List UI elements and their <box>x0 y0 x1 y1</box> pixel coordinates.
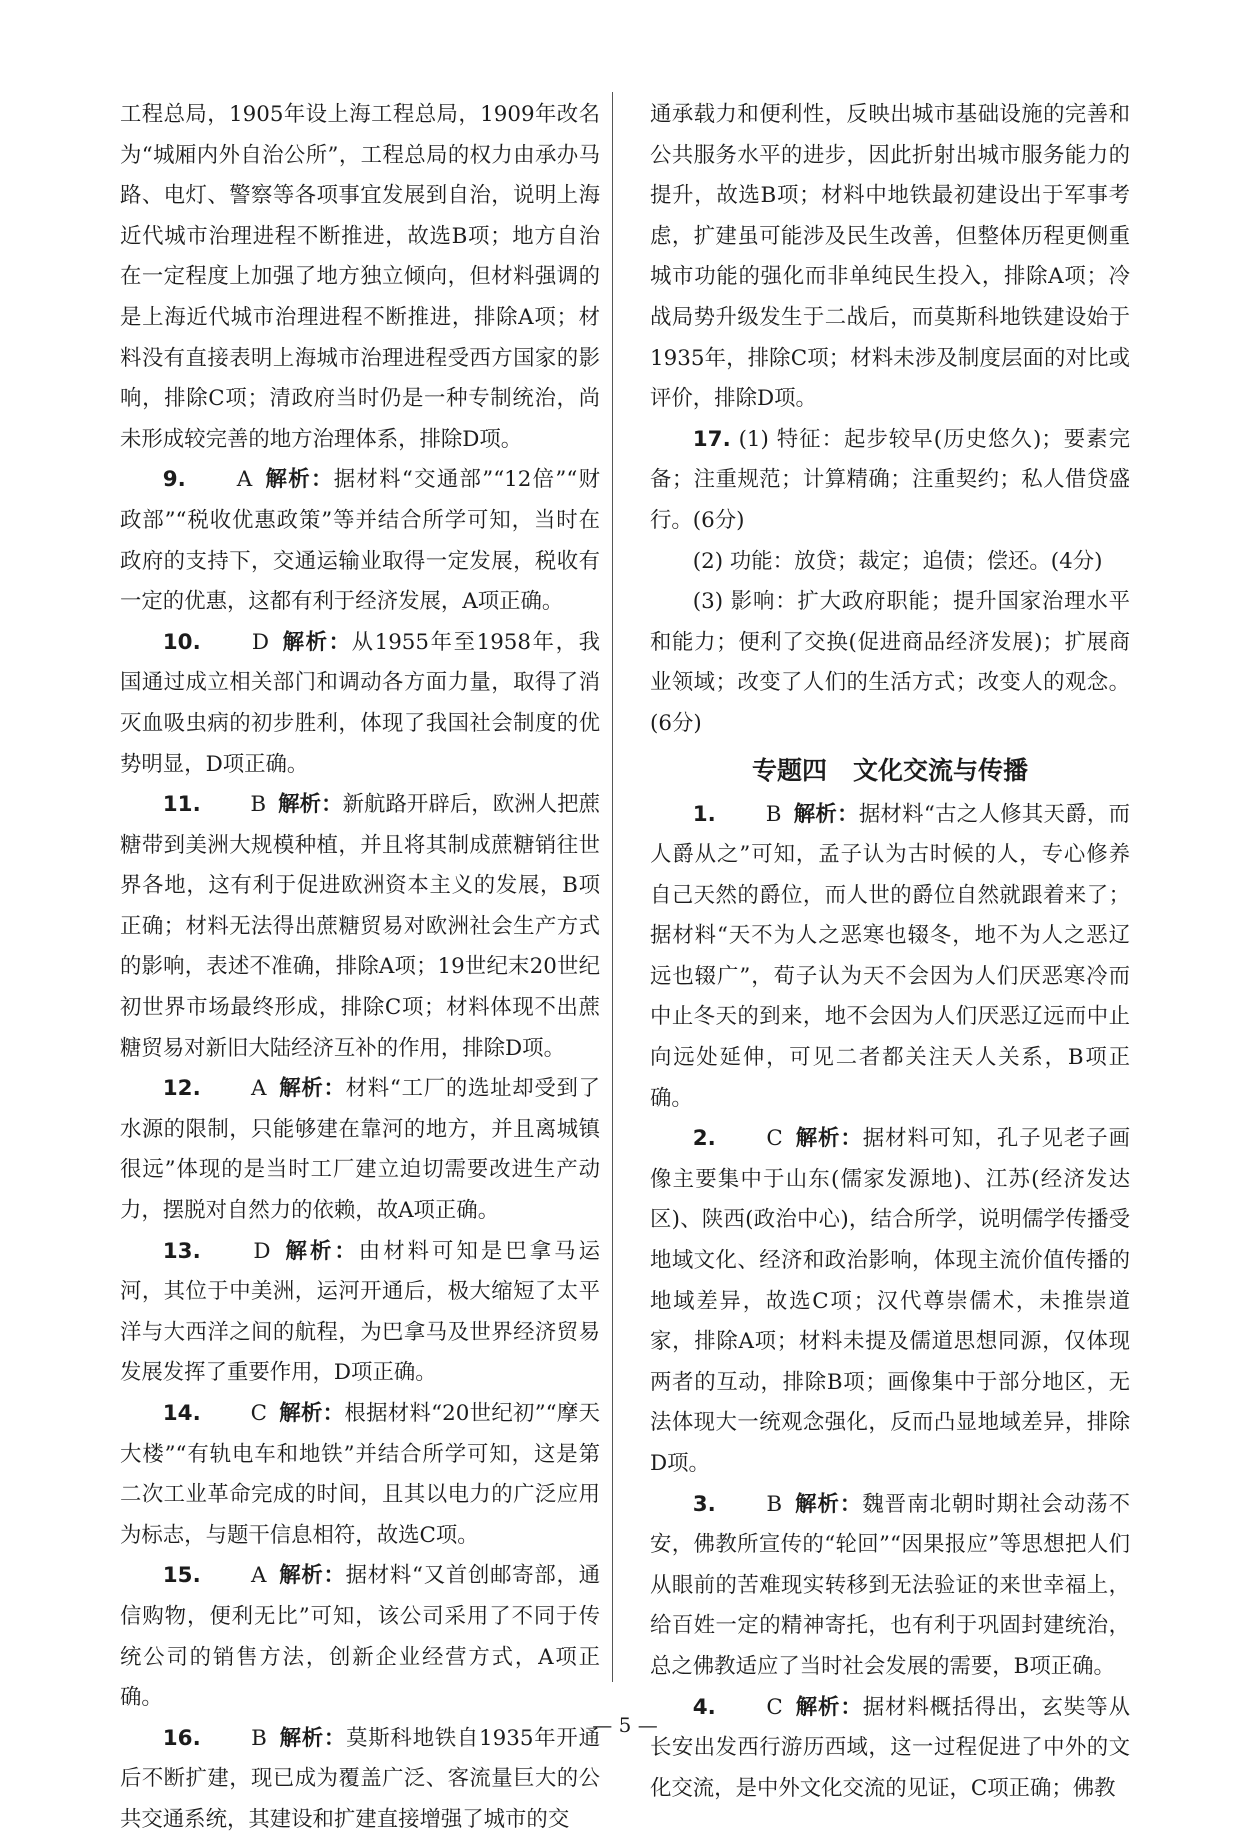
analysis-label: 解析： <box>281 629 352 655</box>
explanation-text: 据材料“又首创邮寄部，通信购物，便利无比”可知，该公司采用了不同于传统公司的销售方法，创新企业经营方式，A项正确。 <box>120 1563 600 1711</box>
explanation-text: 由材料可知是巴拿马运河，其位于中美洲，运河开通后，极大缩短了太平洋与大西洋之间的航程，为巴拿马及世界经济贸易发展发挥了重要作用，D项正确。 <box>120 1238 600 1386</box>
answer-choice: C <box>766 1694 783 1720</box>
answer-choice: A <box>251 1563 267 1589</box>
answer-item <box>650 795 1130 1120</box>
answer-item <box>650 1485 1130 1688</box>
question-number: 4. <box>692 1694 716 1720</box>
question-number: 10. <box>162 629 201 655</box>
right-column <box>650 95 1130 1809</box>
answer-item <box>650 542 1130 583</box>
explanation-text: 据材料概括得出，玄奘等从长安出发西行游历西域，这一过程促进了中外的文化交流，是中外文化交流的见证，C项正确；佛教 <box>650 1694 1130 1801</box>
answer-choice: B <box>766 1491 783 1517</box>
question-number: 14. <box>162 1401 201 1426</box>
question-number: 3. <box>692 1491 716 1517</box>
left-column <box>120 95 600 1841</box>
question-number: 1. <box>692 801 716 827</box>
answer-item <box>120 623 600 785</box>
explanation-text: 新航路开辟后，欧洲人把蔗糖带到美洲大规模种植，并且将其制成蔗糖销往世界各地，这有利于促进欧洲资本主义的发展，B项正确；材料无法得出蔗糖贸易对欧洲社会生产方式的影响，表述不准确，排除A项；19世纪末20世纪初世界市场最终形成，排除C项；材料体现不出蔗糖贸易对新旧大陆经济互补的作用，排除D项。 <box>120 792 600 1061</box>
answer-choice: A <box>251 1076 267 1102</box>
question-number: 13. <box>162 1238 201 1264</box>
explanation-text: 工程总局，1905年设上海工程总局，1909年改名为“城厢内外自治公所”，工程总局的权力由承办马路、电灯、警察等各项事宜发展到自治，说明上海近代城市治理进程不断推进，故选B项；地方自治在一定程度上加强了地方独立倾向，但材料强调的是上海近代城市治理进程不断推进，排除A项；材料没有直接表明上海城市治理进程受西方国家的影响，排除C项；清政府当时仍是一种专制统治，尚未形成较完善的地方治理体系，排除D项。 <box>120 102 600 452</box>
answer-choice: D <box>253 1238 271 1264</box>
answer-item <box>120 1069 600 1231</box>
question-number: 15. <box>162 1563 201 1589</box>
analysis-label: 解析： <box>794 1126 863 1152</box>
analysis-label: 解析： <box>278 1725 347 1751</box>
analysis-label: 解析： <box>794 1491 863 1517</box>
question-number: 16. <box>162 1725 201 1751</box>
answer-item <box>650 1688 1130 1810</box>
answer-choice: B <box>251 1725 267 1751</box>
explanation-text: 据材料“交通部”“12倍”“财政部”“税收优惠政策”等并结合所学可知，当时在政府的支持下，交通运输业取得一定发展，税收有一定的优惠，这都有利于经济发展，A项正确。 <box>120 467 600 615</box>
analysis-label: 解析： <box>278 1563 346 1589</box>
answer-choice: C <box>250 1401 267 1426</box>
continued-paragraph <box>120 95 600 460</box>
answer-item <box>650 420 1130 542</box>
explanation-text: 据材料可知，孔子见老子画像主要集中于山东(儒家发源地)、江苏(经济发达区)、陕西(政治中心)，结合所学，说明儒学传播受地域文化、经济和政治影响，体现主流价值传播的地域差异，故选C项；汉代尊崇儒术，未推崇道家，排除A项；材料未提及儒道思想同源，仅体现两者的互动，排除B项；画像集中于部分地区，无法体现大一统观念强化，反而凸显地域差异，排除D项。 <box>650 1126 1130 1476</box>
explanation-text: 根据材料“20世纪初”“摩天大楼”“有轨电车和地铁”并结合所学可知，这是第二次工业革命完成的时间，且其以电力的广泛应用为标志，与题干信息相符，故选C项。 <box>120 1401 600 1548</box>
explanation-text: 材料“工厂的选址却受到了水源的限制，只能够建在靠河的地方，并且离城镇很远”体现的是当时工厂建立迫切需要改进生产动力，摆脱对自然力的依赖，故A项正确。 <box>120 1076 600 1224</box>
answer-item <box>650 582 1130 744</box>
answer-item <box>120 1719 600 1841</box>
answer-item <box>120 460 600 622</box>
answer-choice: C <box>766 1126 783 1152</box>
analysis-label: 解析： <box>794 1694 863 1720</box>
explanation-text: 通承载力和便利性，反映出城市基础设施的完善和公共服务水平的进步，因此折射出城市服务能力的提升，故选B项；材料中地铁最初建设出于军事考虑，扩建虽可能涉及民生改善，但整体历程更侧重城市功能的强化而非单纯民生投入，排除A项；冷战局势升级发生于二战后，而莫斯科地铁建设始于1935年，排除C项；材料未涉及制度层面的对比或评价，排除D项。 <box>650 102 1130 412</box>
answer-item <box>120 785 600 1069</box>
question-number: 12. <box>162 1076 201 1102</box>
question-number: 2. <box>692 1126 716 1152</box>
explanation-text: 从1955年至1958年，我国通过成立相关部门和调动各方面力量，取得了消灭血吸虫病的初步胜利，体现了我国社会制度的优势明显，D项正确。 <box>120 629 600 777</box>
page-number: — 5 — <box>592 1713 658 1737</box>
analysis-label: 解析： <box>278 1076 346 1102</box>
question-number: 11. <box>162 792 201 818</box>
continued-paragraph <box>650 95 1130 420</box>
explanation-text: 据材料“古之人修其天爵，而人爵从之”可知，孟子认为古时候的人，专心修养自己天然的爵位，而人世的爵位自然就跟着来了；据材料“天不为人之恶寒也辍冬，地不为人之恶辽远也辍广”，荀子认为天不会因为人们厌恶寒冷而中止冬天的到来，地不会因为人们厌恶辽远而中止向远处延伸，可见二者都关注天人关系，B项正确。 <box>650 801 1130 1111</box>
answer-item <box>120 1394 600 1556</box>
column-divider <box>612 92 613 1682</box>
section-number: 专题四 <box>751 755 827 785</box>
answer-item <box>120 1232 600 1394</box>
answer-item <box>120 1556 600 1718</box>
answer-choice: B <box>250 792 267 818</box>
analysis-label: 解析： <box>278 1401 345 1426</box>
answer-choice: B <box>765 801 782 827</box>
analysis-label: 解析： <box>793 801 859 827</box>
section-title-text: 文化交流与传播 <box>853 755 1029 785</box>
analysis-label: 解析： <box>264 467 334 493</box>
analysis-label: 解析： <box>278 792 343 818</box>
answer-item <box>650 1119 1130 1484</box>
answer-choice: D <box>251 629 270 655</box>
explanation-text: 莫斯科地铁自1935年开通后不断扩建，现已成为覆盖广泛、客流量巨大的公共交通系统，其建设和扩建直接增强了城市的交 <box>120 1725 600 1832</box>
question-number: 17. <box>692 426 731 452</box>
question-number: 9. <box>162 467 186 493</box>
explanation-text: (3) 影响：扩大政府职能；提升国家治理水平和能力；便利了交换(促进商品经济发展)；扩展商业领域；改变了人们的生活方式；改变人的观念。(6分) <box>650 589 1130 736</box>
analysis-label: 解析： <box>282 1238 359 1264</box>
explanation-text: (2) 功能：放贷；裁定；追债；偿还。(4分) <box>692 548 1103 574</box>
section-heading <box>650 747 1130 795</box>
answer-choice: A <box>236 467 253 493</box>
explanation-text: (1) 特征：起步较早(历史悠久)；要素完备；注重规范；计算精确；注重契约；私人借贷盛行。(6分) <box>650 426 1130 533</box>
explanation-text: 魏晋南北朝时期社会动荡不安，佛教所宣传的“轮回”“因果报应”等思想把人们从眼前的苦难现实转移到无法验证的来世幸福上，给百姓一定的精神寄托，也有利于巩固封建统治，总之佛教适应了当时社会发展的需要，B项正确。 <box>650 1491 1130 1679</box>
